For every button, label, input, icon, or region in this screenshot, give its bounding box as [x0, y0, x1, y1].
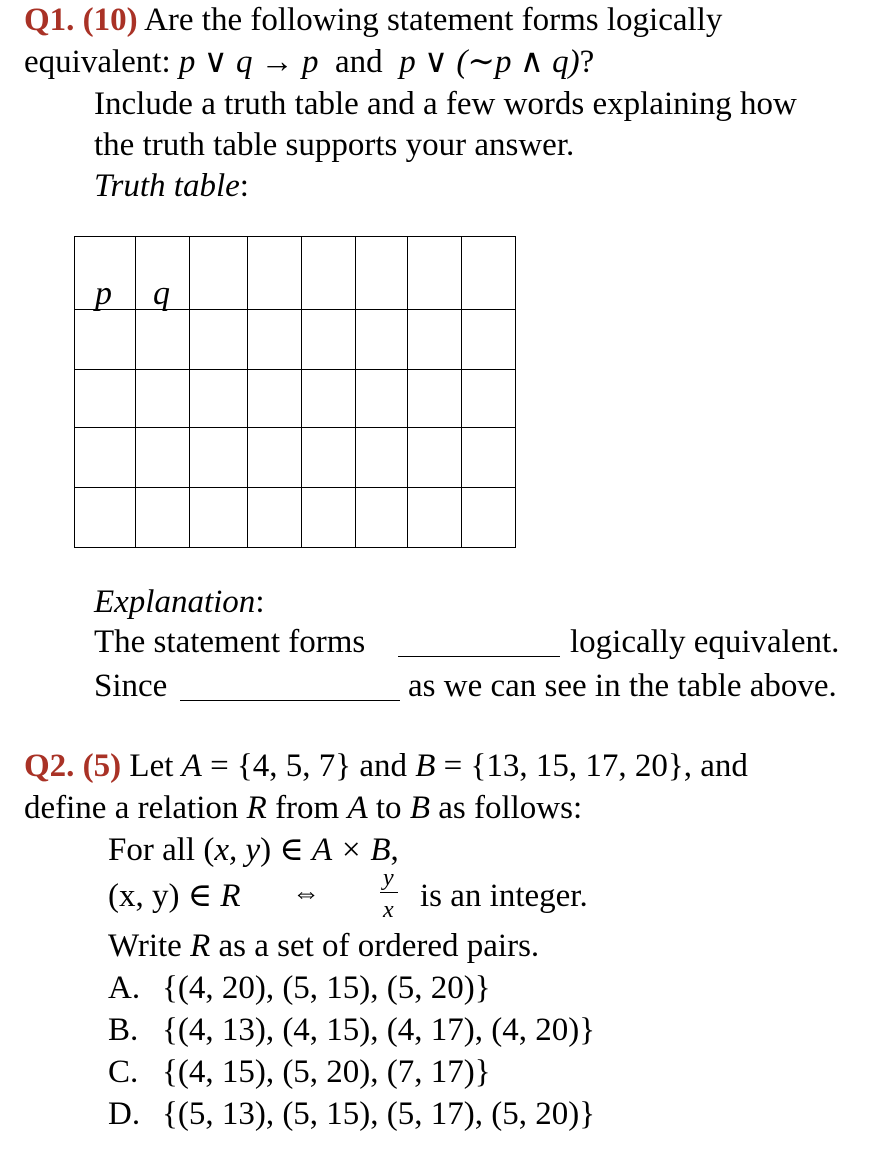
option-letter: D.	[108, 1096, 141, 1132]
forall-prefix: For all (	[108, 832, 215, 868]
option-d[interactable]	[108, 1096, 596, 1132]
forall-vars: x, y	[214, 832, 261, 868]
q2-label: Q2. (5)	[24, 748, 122, 784]
q2-line-2-suffix: as follows:	[429, 790, 583, 826]
q2-line-2-b: B	[409, 790, 430, 826]
write-line	[108, 930, 539, 963]
write-prefix: Write	[108, 928, 191, 964]
table-col-divider	[135, 237, 136, 547]
q1-form-1: p ∨ q → p	[178, 44, 319, 80]
write-suffix: as a set of ordered pairs.	[210, 928, 540, 964]
iff-symbol: ⇔	[292, 878, 320, 909]
q1-line-1	[24, 4, 722, 37]
option-letter: C.	[108, 1054, 139, 1090]
statement-prefix: The statement forms	[94, 624, 366, 660]
table-row-divider	[75, 369, 515, 370]
table-col-divider	[407, 237, 408, 547]
table-row-divider	[75, 487, 515, 488]
set-a-value: = {4, 5, 7} and	[201, 748, 416, 784]
option-text: {(4, 20), (5, 15), (5, 20)}	[162, 970, 491, 1006]
since-reason-blank[interactable]	[180, 700, 400, 701]
table-header-p: p	[95, 275, 112, 312]
q1-line-2	[24, 46, 594, 79]
option-text: {(4, 15), (5, 20), (7, 17)}	[162, 1054, 491, 1090]
equivalence-answer-blank[interactable]	[398, 656, 560, 657]
condition-relation: R	[220, 878, 241, 914]
write-relation: R	[190, 928, 211, 964]
forall-line	[108, 834, 399, 867]
forall-product: A × B	[312, 832, 391, 868]
table-row-divider	[75, 309, 515, 310]
q1-instruction-line-2: the truth table supports your answer.	[94, 127, 575, 163]
table-col-divider	[189, 237, 190, 547]
option-c[interactable]	[108, 1054, 491, 1090]
q2-line-2-to: to	[367, 790, 410, 826]
truth-table	[74, 236, 516, 548]
set-b-value: = {13, 15, 17, 20}, and	[435, 748, 748, 784]
table-col-divider	[461, 237, 462, 547]
table-header-q: q	[153, 275, 170, 312]
truth-table-label-text: Truth table	[94, 168, 240, 204]
q2-let: Let	[121, 748, 182, 784]
statement-suffix: logically equivalent.	[570, 624, 840, 660]
option-b[interactable]	[108, 1012, 596, 1048]
truth-table-label	[94, 170, 249, 203]
q2-line-2	[24, 792, 582, 825]
table-col-divider	[247, 237, 248, 547]
explanation-label-colon: :	[255, 584, 265, 620]
fraction-denominator: x	[383, 897, 394, 923]
q1-line-1-text: Are the following statement forms logically	[137, 2, 723, 38]
forall-suffix: ,	[390, 832, 399, 868]
option-a[interactable]	[108, 970, 491, 1006]
q1-form-2: p ∨ (∼p ∧ q)	[399, 44, 580, 80]
q1-line-2-prefix: equivalent:	[24, 44, 179, 80]
fraction-bar	[380, 892, 398, 893]
since-prefix: Since	[94, 668, 168, 704]
option-text: {(4, 13), (4, 15), (4, 17), (4, 20)}	[162, 1012, 596, 1048]
option-letter: A.	[108, 970, 141, 1006]
since-suffix: as we can see in the table above.	[408, 668, 837, 704]
option-text: {(5, 13), (5, 15), (5, 17), (5, 20)}	[162, 1096, 596, 1132]
q1-and-word: and	[335, 44, 383, 80]
q2-line-1	[24, 750, 748, 783]
fraction-numerator: y	[383, 865, 394, 891]
option-letter: B.	[108, 1012, 139, 1048]
table-row-divider	[75, 427, 515, 428]
forall-middle: ) ∈	[260, 832, 313, 868]
truth-table-label-colon: :	[239, 168, 249, 204]
q2-line-2-middle: from	[266, 790, 348, 826]
set-b-name: B	[415, 748, 436, 784]
q1-label: Q1. (10)	[24, 2, 138, 38]
relation-name: R	[246, 790, 267, 826]
condition-suffix: is an integer.	[420, 878, 588, 914]
explanation-label	[94, 586, 264, 619]
q1-instruction-line-1: Include a truth table and a few words explaining how	[94, 86, 797, 122]
condition-pair-text: (x, y) ∈	[108, 878, 221, 914]
explanation-label-text: Explanation	[94, 584, 256, 620]
q1-line-2-suffix: ?	[579, 44, 595, 80]
table-col-divider	[355, 237, 356, 547]
table-col-divider	[301, 237, 302, 547]
set-a-name: A	[181, 748, 202, 784]
q2-line-2-prefix: define a relation	[24, 790, 247, 826]
condition-pair	[108, 880, 241, 913]
q2-line-2-a: A	[347, 790, 368, 826]
